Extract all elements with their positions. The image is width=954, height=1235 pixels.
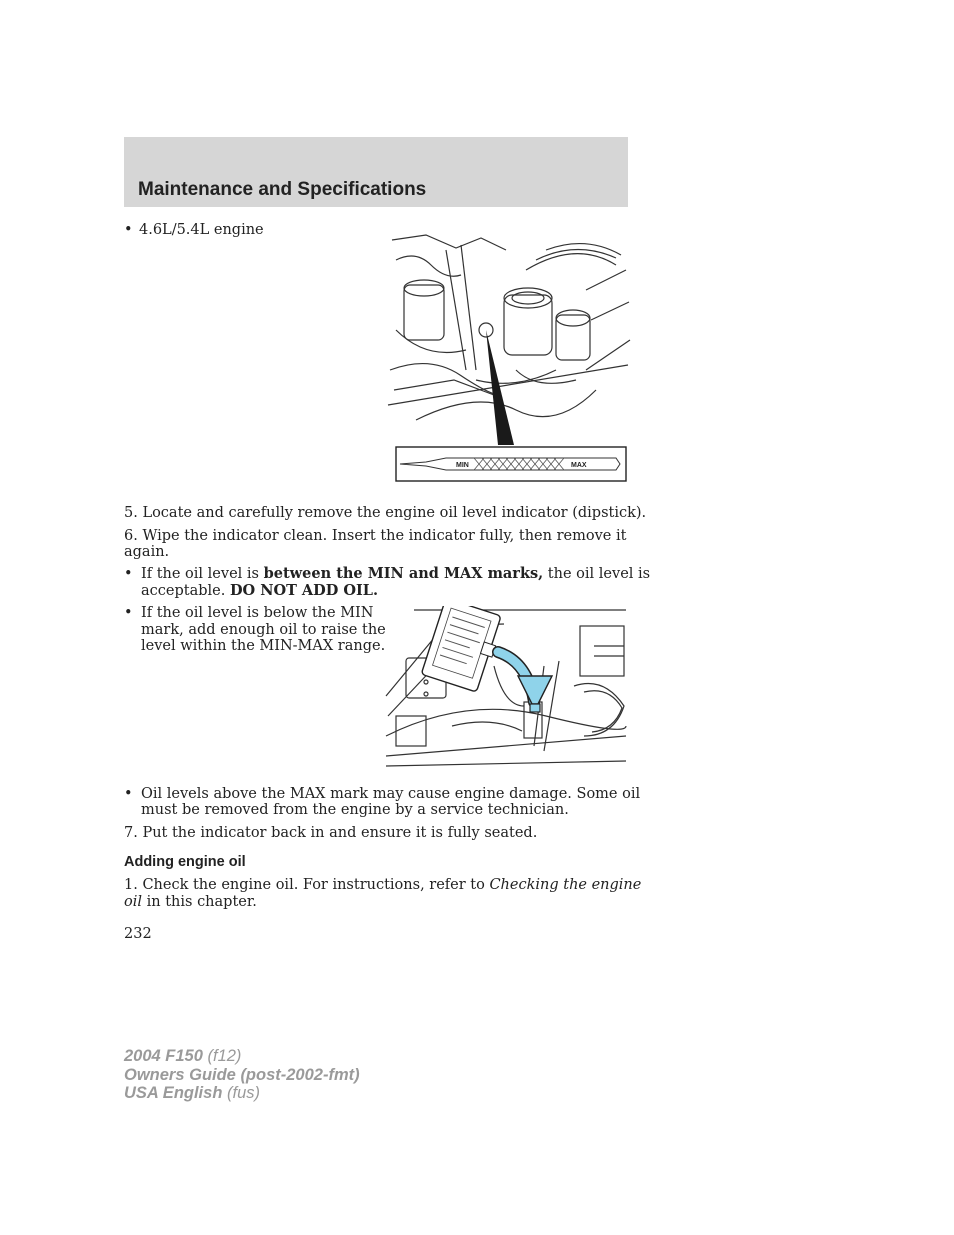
bullet-1-text-end: the oil level is [543,566,651,582]
step-6-line-2: again. [124,544,170,560]
footer-line-3 [124,1084,360,1103]
footer-language: USA English [124,1084,223,1102]
bullet-dot: • [124,786,133,802]
bullet-3-line-2: must be removed from the engine by a service technician. [141,802,569,818]
footer-language-code: (fus) [222,1084,260,1102]
engine-label: 4.6L/5.4L engine [139,222,264,238]
engine-dipstick-illustration [386,230,632,486]
step-6-line-1: 6. Wipe the indicator clean. Insert the indicator fully, then remove it [124,528,627,544]
footer-model: 2004 F150 [124,1047,203,1065]
do-not-add-oil-warning: DO NOT ADD OIL. [229,582,379,599]
page-title: Maintenance and Specifications [138,179,427,200]
bullet-1-bold: between the MIN and MAX marks, [263,565,544,582]
bullet-dot: • [124,222,133,238]
document-footer [124,1047,360,1103]
bullet-1-text: If the oil level is [141,566,264,582]
bullet-2-line-2: mark, add enough oil to raise the [141,622,386,638]
bullet-2-line-3: level within the MIN-MAX range. [141,638,386,654]
section-heading-adding-oil: Adding engine oil [124,854,246,870]
step-5: 5. Locate and carefully remove the engine oil level indicator (dipstick). [124,505,647,521]
page-number: 232 [124,926,152,942]
bullet-1-line-1 [141,566,650,583]
footer-line-1 [124,1047,360,1066]
max-label: MAX [571,462,587,469]
adding-step-1-line-2 [124,894,257,911]
adding-step-1-text: 1. Check the engine oil. For instructions, refer to [124,877,490,893]
bullet-dot: • [124,566,133,582]
section-header [124,137,628,207]
cross-reference: Checking the engine [489,877,642,893]
adding-step-1-line-1 [124,877,641,894]
adding-oil-illustration [384,606,628,770]
footer-model-code: (f12) [202,1047,242,1065]
bullet-1-line-2 [141,583,378,600]
cross-reference-end: oil [124,894,143,910]
step-7: 7. Put the indicator back in and ensure it is fully seated. [124,825,538,841]
adding-step-1-text-end: in this chapter. [142,894,257,910]
bullet-3-line-1: Oil levels above the MAX mark may cause engine damage. Some oil [141,786,641,802]
bullet-dot: • [124,605,133,621]
footer-line-2: Owners Guide (post-2002-fmt) [124,1065,360,1084]
bullet-1-text-2: acceptable. [141,583,230,599]
min-label: MIN [456,462,469,469]
bullet-2-line-1: If the oil level is below the MIN [141,605,374,621]
